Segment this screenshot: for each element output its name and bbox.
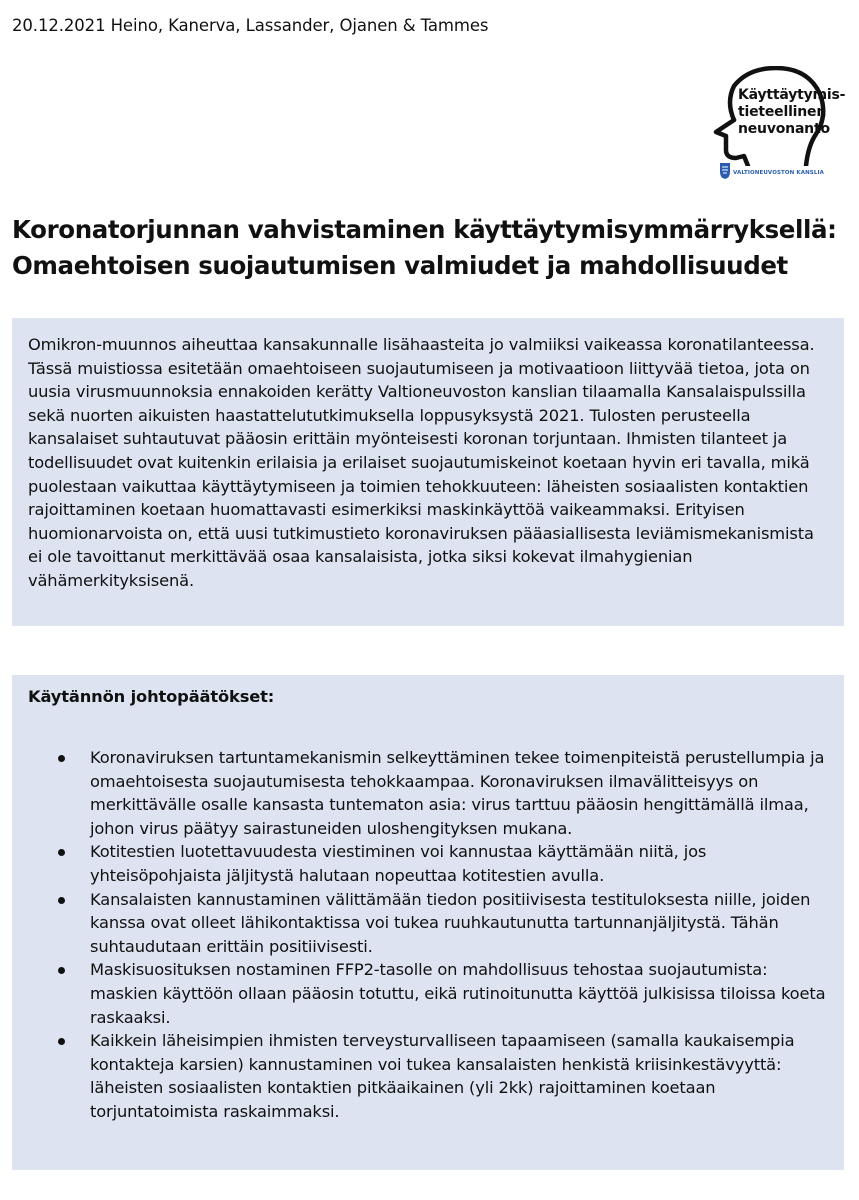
memo-title: [12, 212, 852, 284]
conclusions-list: [28, 746, 828, 1124]
bullet-icon: [58, 849, 65, 856]
title-line-1: Koronatorjunnan vahvistaminen käyttäytymisymmärryksellä:: [12, 215, 837, 244]
conclusions-heading: Käytännön johtopäätökset:: [28, 687, 275, 706]
list-item-text: Koronaviruksen tartuntamekanismin selkeyttäminen tekee toimenpiteistä perustellumpia ja omaehtoisesta suojautumisesta tehokkaampaa. Koronaviruksen ilmavälitteisyys on merkittävälle osalle kansasta tuntematon asia: virus tarttuu pääosin hengittämällä ilmaa, johon virus päätyy sairastuneiden uloshengityksen mukana.: [90, 748, 825, 838]
conclusions-box: [12, 675, 844, 1170]
logo-line-1: Käyttäytymis-: [738, 87, 846, 103]
list-item: [28, 1029, 828, 1123]
list-item: [28, 888, 828, 959]
list-item: [28, 746, 828, 840]
lion-crest-icon: [719, 162, 731, 180]
summary-box: [12, 318, 844, 626]
prime-ministers-office-label: VALTIONEUVOSTON KANSLIA: [733, 170, 824, 176]
bullet-icon: [58, 967, 65, 974]
logo-line-2: tieteellinen: [738, 104, 827, 120]
summary-text: Omikron-muunnos aiheuttaa kansakunnalle lisähaasteita jo valmiiksi vaikeassa koronatilanteessa. Tässä muistiossa esitetään omaehtoiseen suojautumiseen ja motivaatioon liittyvää tietoa, jota on uusia virusmuunnoksia ennakoiden kerätty Valtioneuvoston kanslian tilaamalla Kansalaispulssilla sekä nuorten aikuisten haastattelututkimuksella loppusyksystä 2021. Tulosten perusteella kansalaiset suhtautuvat pääosin erittäin myönteisesti koronan torjuntaan. Ihmisten tilanteet ja todellisuudet ovat kuitenkin erilaisia ja erilaiset suojautumiskeinot koetaan hyvin eri tavalla, mikä puolestaan vaikuttaa käyttäytymiseen ja toimien tehokkuuteen: läheisten sosiaalisten kontaktien rajoittaminen koetaan huomattavasti esimerkiksi maskinkäyttöä vaikeammaksi. Erityisen huomionarvoista on, että uusi tutkimustieto koronaviruksen pääasiallisesta leviämismekanismista ei ole tavoittanut merkittävää osaa kansalaisista, jotka siksi kokevat ilmahygienian vähämerkityksisenä.: [28, 335, 815, 590]
list-item: [28, 958, 828, 1029]
logo-line-3: neuvonanto: [738, 121, 830, 137]
title-line-2: Omaehtoisen suojautumisen valmiudet ja mahdollisuudet: [12, 251, 788, 280]
list-item-text: Kotitestien luotettavuudesta viestiminen voi kannustaa käyttämään niitä, jos yhteisöpohjaista jäljitystä halutaan nopeuttaa kotitestien avulla.: [90, 842, 707, 885]
behavioural-insights-logo: [712, 66, 846, 186]
bullet-icon: [58, 755, 65, 762]
list-item-text: Kaikkein läheisimpien ihmisten terveysturvalliseen tapaamiseen (samalla kaukaisempia kontakteja karsien) kannustaminen voi tukea kansalaisten henkistä kriisinkestävyyttä: läheisten sosiaalisten kontaktien pitkäaikainen (yli 2kk) rajoittaminen koetaan torjuntatoimista raskaimmaksi.: [90, 1031, 795, 1121]
list-item-text: Maskisuosituksen nostaminen FFP2-tasolle on mahdollisuus tehostaa suojautumista: maskien käyttöön ollaan pääosin totuttu, eikä rutinoitunutta käyttöä julkisissa tiloissa koeta raskaaksi.: [90, 960, 826, 1027]
date-authors-line: 20.12.2021 Heino, Kanerva, Lassander, Ojanen & Tammes: [12, 16, 489, 35]
bullet-icon: [58, 897, 65, 904]
list-item-text: Kansalaisten kannustaminen välittämään tiedon positiivisesta testituloksesta niille, joiden kanssa ovat olleet lähikontaktissa voi tukea ruuhkautunutta tartunnanjäljitystä. Tähän suhtaudutaan erittäin positiivisesti.: [90, 889, 811, 956]
bullet-icon: [58, 1038, 65, 1045]
list-item: [28, 840, 828, 887]
